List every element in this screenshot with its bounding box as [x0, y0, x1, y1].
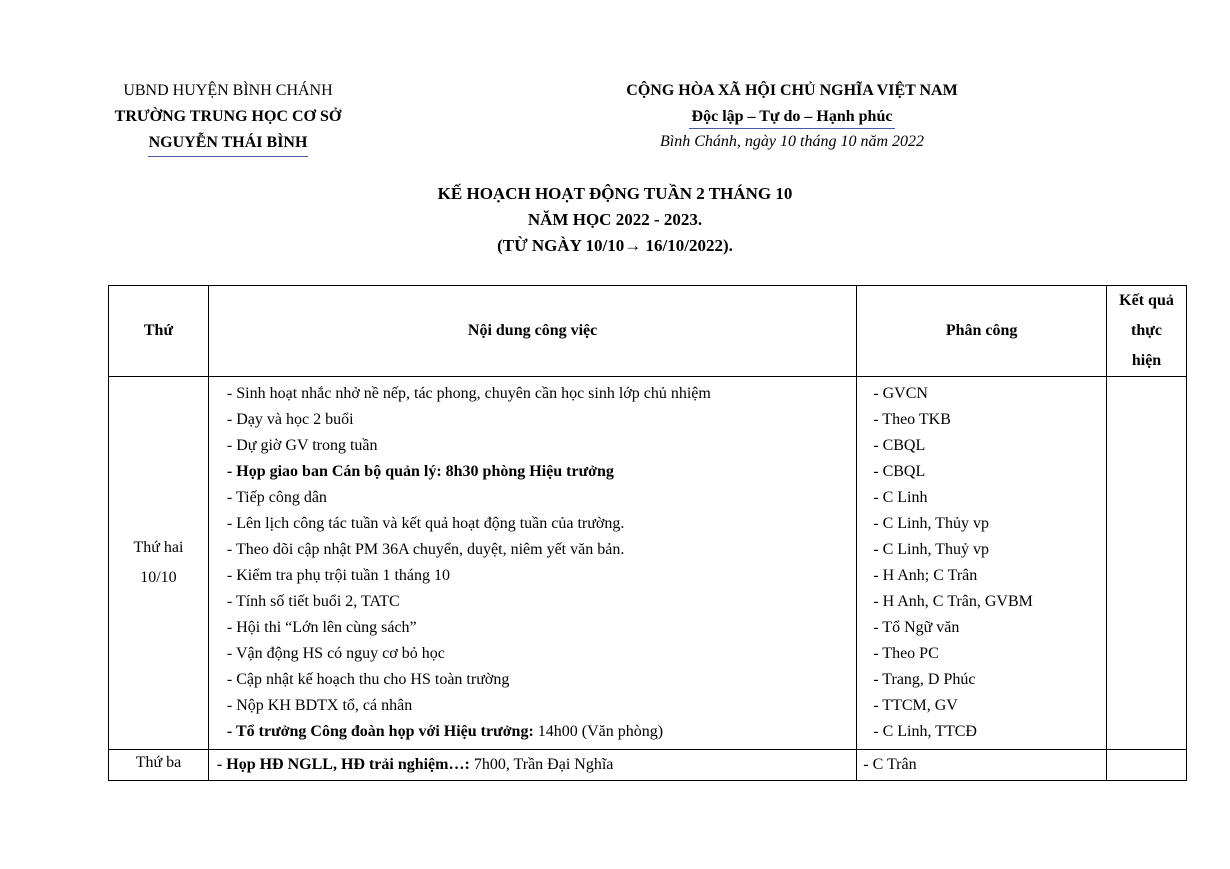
tasks-cell-tuesday: [208, 750, 856, 781]
task-item: - Kiểm tra phụ trội tuần 1 tháng 10: [226, 567, 450, 584]
school-header: [88, 78, 368, 157]
assign-item: - C Linh: [873, 489, 928, 506]
title-line-3: [0, 233, 1230, 259]
header-content: Nội dung công việc: [208, 286, 856, 377]
table-header-row: [109, 286, 1187, 377]
assign-item: - Theo TKB: [873, 411, 951, 428]
task-item-rest: 14h00 (Văn phòng): [533, 723, 664, 740]
country-name: CỘNG HÒA XÃ HỘI CHỦ NGHĨA VIỆT NAM: [626, 82, 958, 99]
task-item: - Hội thi “Lớn lên cùng sách”: [226, 619, 417, 636]
title-line-1: KẾ HOẠCH HOẠT ĐỘNG TUẦN 2 THÁNG 10: [437, 184, 793, 203]
assign-item: - C Linh, Thuỷ vp: [873, 541, 989, 558]
day-name: Thứ hai: [133, 539, 184, 556]
task-item-bold-part: - Họp HĐ NGLL, HĐ trải nghiệm…:: [216, 756, 470, 773]
assign-cell-monday: [857, 377, 1107, 750]
assign-item: - Theo PC: [873, 645, 939, 662]
table-row: [109, 377, 1187, 750]
task-item: [227, 719, 856, 745]
day-cell-tuesday: Thứ ba: [109, 750, 209, 781]
assign-item: - CBQL: [873, 463, 926, 480]
task-item-bold-part: - Tổ trưởng Công đoàn họp với Hiệu trưởng:: [226, 723, 534, 740]
school-name-underline: [148, 156, 308, 157]
document-title: [0, 181, 1230, 259]
assign-item: - Tổ Ngữ văn: [873, 619, 960, 636]
document-date: Bình Chánh, ngày 10 tháng 10 năm 2022: [660, 133, 924, 150]
task-item: - Dạy và học 2 buổi: [226, 411, 354, 428]
assign-cell-tuesday: - C Trân: [857, 750, 1107, 781]
title-line-2: NĂM HỌC 2022 - 2023.: [527, 210, 703, 229]
assign-item: - H Anh, C Trân, GVBM: [873, 593, 1033, 610]
header-result-line-1: Kết quả: [1119, 292, 1174, 309]
task-item: - Theo dõi cập nhật PM 36A chuyển, duyệt, niêm yết văn bản.: [226, 541, 625, 558]
header-day: Thứ: [109, 286, 209, 377]
result-cell-tuesday: [1107, 750, 1187, 781]
task-item: - Dự giờ GV trong tuần: [226, 437, 378, 454]
task-item: - Nộp KH BDTX tổ, cá nhân: [226, 697, 413, 714]
tasks-cell-monday: [208, 377, 856, 750]
weekly-plan-table: [108, 285, 1187, 781]
table-row: [109, 750, 1187, 781]
assign-item: - GVCN: [873, 385, 928, 402]
task-item: - Cập nhật kế hoạch thu cho HS toàn trường: [226, 671, 510, 688]
assign-item: - H Anh; C Trân: [873, 567, 978, 584]
school-name: NGUYỄN THÁI BÌNH: [148, 134, 308, 151]
title-date-to: 16/10/2022).: [641, 236, 733, 255]
header-assign: Phân công: [857, 286, 1107, 377]
task-item: - Tính số tiết buổi 2, TATC: [226, 593, 400, 610]
arrow-right-icon: →: [624, 236, 642, 255]
task-item: - Vận động HS có nguy cơ bỏ học: [226, 645, 445, 662]
header-result-line-3: hiện: [1131, 352, 1162, 369]
result-cell-monday: [1107, 377, 1187, 750]
assign-item: - TTCM, GV: [873, 697, 958, 714]
title-date-from: (TỪ NGÀY 10/10: [497, 236, 625, 255]
day-date: 10/10: [140, 569, 177, 586]
day-cell-monday: [109, 377, 209, 750]
header-result: [1107, 286, 1187, 377]
assign-item: - Trang, D Phúc: [873, 671, 976, 688]
assign-item: - C Linh, Thủy vp: [873, 515, 989, 532]
national-motto: Độc lập – Tự do – Hạnh phúc: [691, 108, 893, 125]
district-name: UBND HUYỆN BÌNH CHÁNH: [123, 82, 333, 99]
task-item: - Sinh hoạt nhắc nhở nề nếp, tác phong, chuyên cần học sinh lớp chủ nhiệm: [226, 385, 711, 402]
national-header: [592, 78, 992, 155]
task-item-bold: - Họp giao ban Cán bộ quản lý: 8h30 phòng Hiệu trưởng: [226, 463, 614, 480]
task-item: - Lên lịch công tác tuần và kết quả hoạt động tuần của trường.: [226, 515, 625, 532]
assign-item: - CBQL: [873, 437, 926, 454]
header-result-line-2: thực: [1131, 322, 1162, 339]
task-item-rest: 7h00, Trần Đại Nghĩa: [469, 756, 614, 773]
task-item: - Tiếp công dân: [226, 489, 327, 506]
assign-item: - C Linh, TTCĐ: [873, 723, 977, 740]
school-type: TRƯỜNG TRUNG HỌC CƠ SỞ: [114, 108, 342, 125]
